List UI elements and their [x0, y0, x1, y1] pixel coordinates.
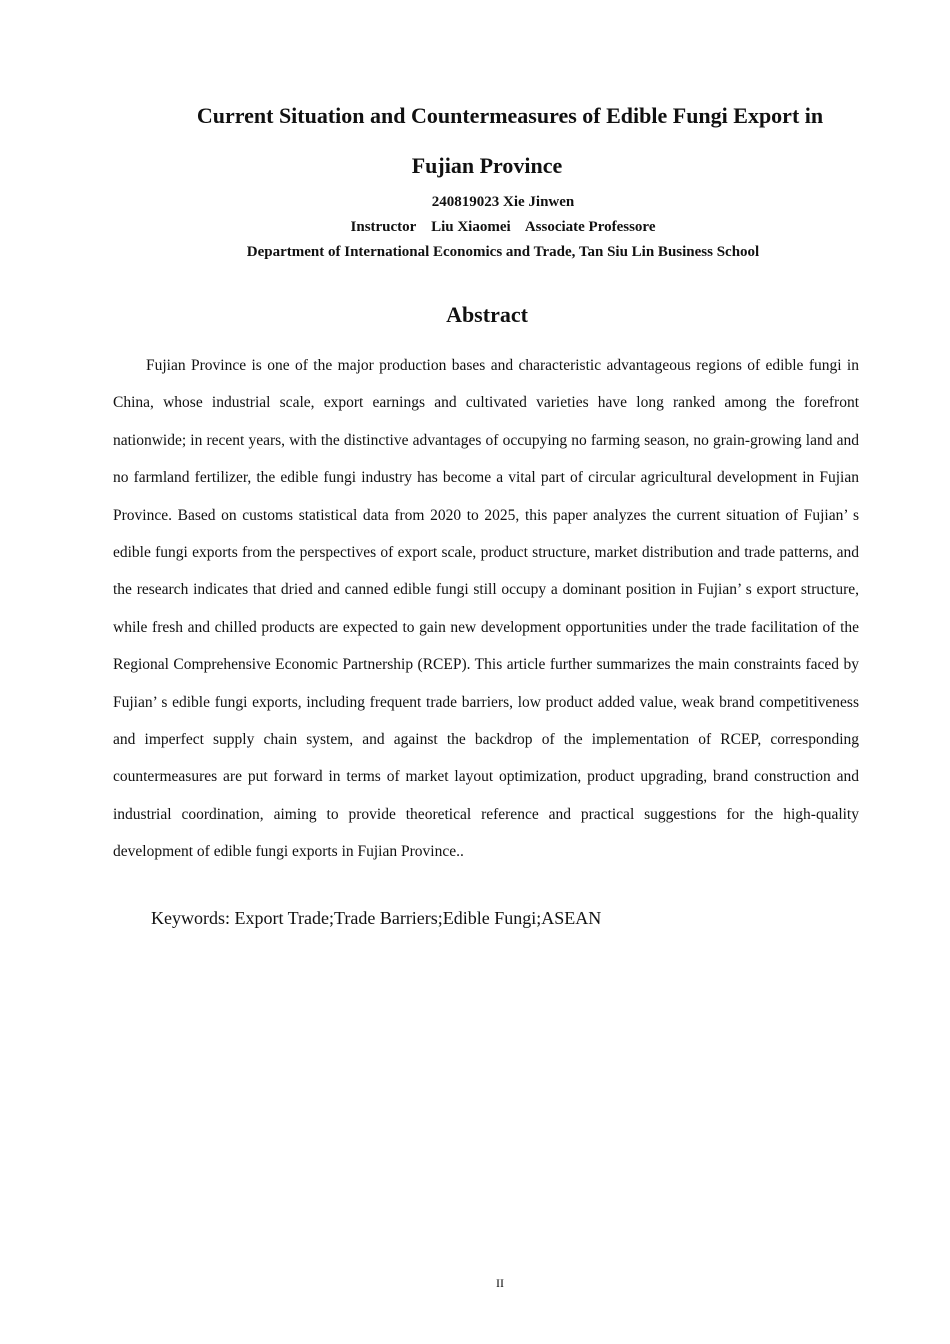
paper-title-line-1: Current Situation and Countermeasures of Edible Fungi Export in: [196, 103, 824, 128]
instructor-line: Instructor Liu Xiaomei Associate Professore: [350, 219, 656, 235]
keywords-line: Keywords: Export Trade;Trade Barriers;Edible Fungi;ASEAN: [151, 908, 602, 928]
paper-title-line-2: Fujian Province: [411, 153, 563, 178]
abstract-heading: Abstract: [446, 302, 528, 327]
student-id-name: 240819023 Xie Jinwen: [431, 194, 575, 210]
page-number: II: [496, 1276, 504, 1290]
department-line: Department of International Economics and Trade, Tan Siu Lin Business School: [246, 244, 760, 260]
abstract-body: Fujian Province is one of the major production bases and characteristic advantageous regions of edible fungi in China, whose industrial scale, export earnings and cultivated varieties have long ranked among the forefront nationwide; in recent years, with the distinctive advantages of occupying no farming season, no grain-growing land and no farmland fertilizer, the edible fungi industry has become a vital part of circular agricultural development in Fujian Province. Based on customs statistical data from 2020 to 2025, this paper analyzes the current situation of Fujian’ s edible fungi exports from the perspectives of export scale, product structure, market distribution and trade patterns, and the research indicates that dried and canned edible fungi still occupy a dominant position in Fujian’ s export structure, while fresh and chilled products are expected to gain new development opportunities under the trade facilitation of the Regional Comprehensive Economic Partnership (RCEP). This article further summarizes the main constraints faced by Fujian’ s edible fungi exports, including frequent trade barriers, low product added value, weak brand competitiveness and imperfect supply chain system, and against the backdrop of the implementation of RCEP, corresponding countermeasures are put forward in terms of market layout optimization, product upgrading, brand construction and industrial coordination, aiming to provide theoretical reference and practical suggestions for the high-quality development of edible fungi exports in Fujian Province..: [113, 357, 859, 861]
